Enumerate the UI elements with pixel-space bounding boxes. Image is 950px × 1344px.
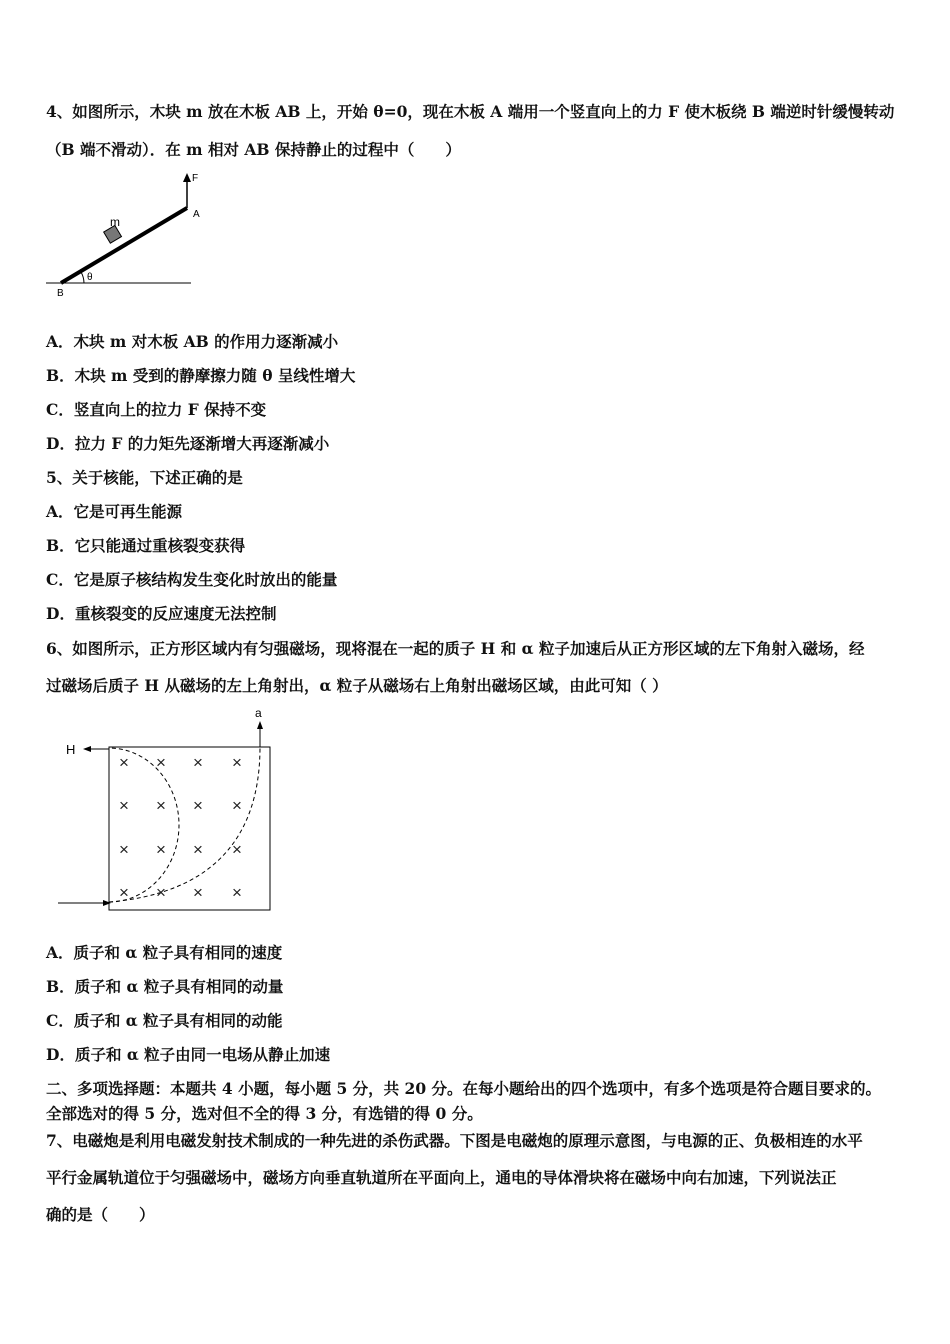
q4-option-b: B．木块 m 受到的静摩擦力随 θ 呈线性增大 [46, 366, 356, 385]
label-h: H [66, 742, 76, 757]
field-crosses [119, 753, 242, 902]
q4-option-c: C．竖直向上的拉力 F 保持不变 [46, 400, 267, 419]
proton-exit-arrowhead [83, 746, 91, 752]
field-cross: × [156, 840, 166, 859]
q6-figure [56, 704, 276, 914]
force-f-arrowhead [183, 173, 191, 182]
field-cross: × [193, 883, 203, 902]
q4-option-d: D．拉力 F 的力矩先逐渐增大再逐渐减小 [46, 434, 330, 453]
q5-option-d: D．重核裂变的反应速度无法控制 [46, 604, 277, 623]
field-cross: × [193, 840, 203, 859]
q4-option-a: A．木块 m 对木板 AB 的作用力逐渐减小 [46, 332, 339, 351]
label-a-particle: a [255, 706, 262, 720]
section2-heading-line2: 全部选对的得 5 分，选对但不全的得 3 分，有选错的得 0 分。 [46, 1104, 483, 1123]
q7-stem-line1: 7、电磁炮是利用电磁发射技术制成的一种先进的杀伤武器。下图是电磁炮的原理示意图，与电源的正、负极相连的水平 [46, 1131, 863, 1150]
field-cross: × [193, 796, 203, 815]
q6-option-a: A．质子和 α 粒子具有相同的速度 [46, 943, 283, 962]
q7-stem-line2: 平行金属轨道位于匀强磁场中，磁场方向垂直轨道所在平面向上，通电的导体滑块将在磁场中向右加速，下列说法正 [46, 1168, 837, 1187]
q6-option-c: C．质子和 α 粒子具有相同的动能 [46, 1011, 283, 1030]
q6-stem-line1: 6、如图所示，正方形区域内有匀强磁场，现将混在一起的质子 H 和 α 粒子加速后从正方形区域的左下角射入磁场，经 [46, 639, 865, 658]
label-f: F [192, 173, 199, 184]
board-ab [61, 208, 187, 283]
field-cross: × [119, 840, 129, 859]
label-a: A [193, 209, 200, 220]
q5-option-c: C．它是原子核结构发生变化时放出的能量 [46, 570, 338, 589]
q6-option-d: D．质子和 α 粒子由同一电场从静止加速 [46, 1045, 331, 1064]
q4-stem-line1: 4、如图所示，木块 m 放在木板 AB 上，开始 θ=0，现在木板 A 端用一个竖直向上的力 F 使木板绕 B 端逆时针缓慢转动 [46, 102, 895, 121]
q5-stem: 5、关于核能，下述正确的是 [46, 468, 243, 487]
section2-heading-line1: 二、多项选择题：本题共 4 小题，每小题 5 分，共 20 分。在每小题给出的四个选项中，有多个选项是符合题目要求的。 [46, 1079, 882, 1098]
field-cross: × [119, 796, 129, 815]
magnetic-field-square [109, 747, 270, 910]
q5-option-a: A．它是可再生能源 [46, 502, 183, 521]
label-b: B [57, 288, 64, 299]
field-cross: × [232, 796, 242, 815]
q5-option-b: B．它只能通过重核裂变获得 [46, 536, 246, 555]
q7-stem-line3: 确的是（ ） [46, 1205, 155, 1224]
incoming-arrowhead [103, 900, 111, 906]
field-cross: × [232, 753, 242, 772]
field-cross: × [119, 883, 129, 902]
q4-stem-line2: （B 端不滑动）．在 m 相对 AB 保持静止的过程中（ ） [46, 140, 461, 159]
field-cross: × [193, 753, 203, 772]
q6-stem-line2: 过磁场后质子 H 从磁场的左上角射出，α 粒子从磁场右上角射出磁场区域，由此可知（ ） [46, 676, 668, 695]
q4-figure [44, 170, 200, 300]
label-m: m [110, 215, 120, 229]
angle-theta-arc [81, 272, 84, 283]
field-cross: × [119, 753, 129, 772]
label-theta: θ [87, 272, 93, 283]
field-cross: × [156, 753, 166, 772]
alpha-exit-arrowhead [257, 721, 263, 729]
field-cross: × [156, 796, 166, 815]
q6-option-b: B．质子和 α 粒子具有相同的动量 [46, 977, 284, 996]
field-cross: × [232, 840, 242, 859]
field-cross: × [232, 883, 242, 902]
field-cross: × [156, 883, 166, 902]
